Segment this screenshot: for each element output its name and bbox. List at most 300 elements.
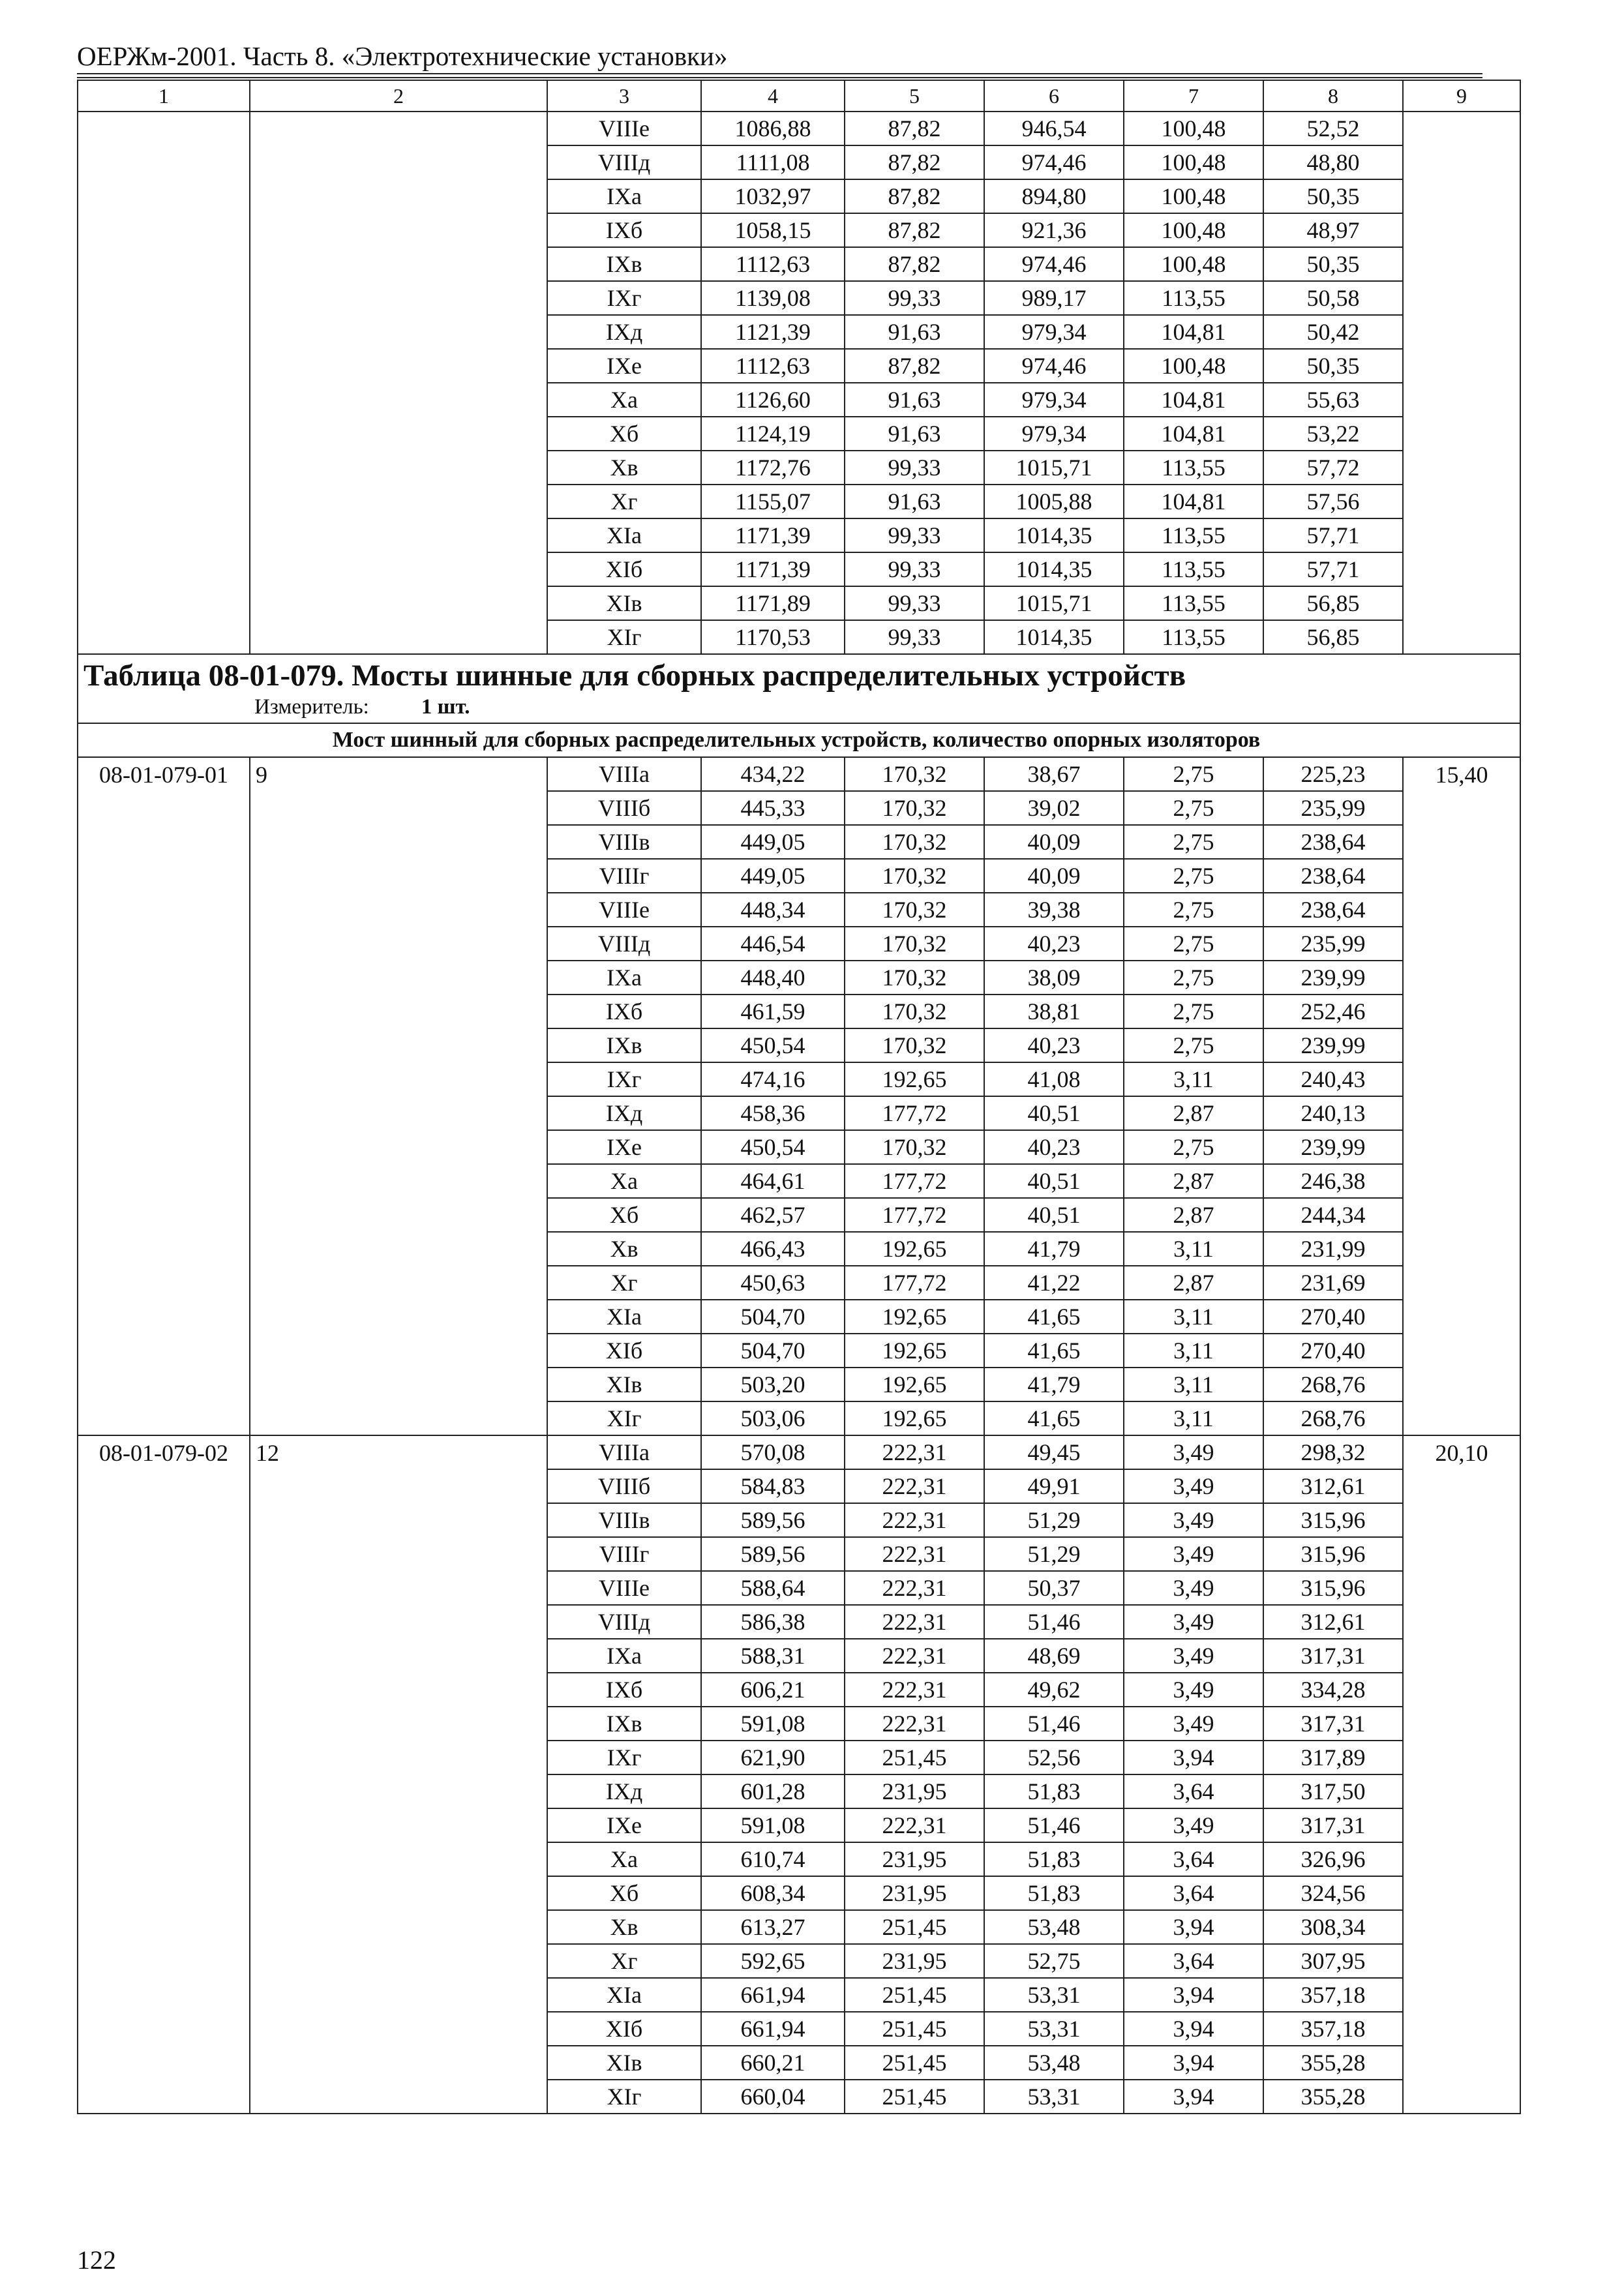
table-cell: 591,08 bbox=[701, 1707, 845, 1741]
meter-row bbox=[78, 694, 1520, 723]
table-cell: 317,31 bbox=[1263, 1707, 1403, 1741]
table-cell: 317,31 bbox=[1263, 1639, 1403, 1673]
table-cell: 41,65 bbox=[984, 1300, 1124, 1334]
table-cell: 3,11 bbox=[1124, 1368, 1263, 1401]
table-cell: IXа bbox=[547, 1639, 701, 1673]
rates-table bbox=[77, 80, 1521, 2114]
table-cell: 251,45 bbox=[845, 1978, 984, 2012]
table-cell: 450,54 bbox=[701, 1028, 845, 1062]
table-cell: 312,61 bbox=[1263, 1605, 1403, 1639]
table-cell: 238,64 bbox=[1263, 859, 1403, 893]
table-cell: IXд bbox=[547, 315, 701, 349]
table-cell: 606,21 bbox=[701, 1673, 845, 1707]
table-cell: 51,46 bbox=[984, 1808, 1124, 1842]
table-cell: 231,95 bbox=[845, 1944, 984, 1978]
table-cell: 238,64 bbox=[1263, 893, 1403, 927]
table-cell: 2,75 bbox=[1124, 859, 1263, 893]
table-cell: VIIIг bbox=[547, 1537, 701, 1571]
table-cell: 57,72 bbox=[1263, 451, 1403, 485]
table-cell: 170,32 bbox=[845, 859, 984, 893]
table-cell: 989,17 bbox=[984, 281, 1124, 315]
table-cell: 40,23 bbox=[984, 1028, 1124, 1062]
table-cell: 239,99 bbox=[1263, 1130, 1403, 1164]
last-col-cell: 15,40 bbox=[1403, 757, 1520, 1435]
table-cell: 3,64 bbox=[1124, 1944, 1263, 1978]
table-cell: IXв bbox=[547, 1028, 701, 1062]
table-cell: 434,22 bbox=[701, 757, 845, 791]
page-header-title: ОЕРЖм-2001. Часть 8. «Электротехнические установки» bbox=[77, 41, 728, 71]
table-cell: 3,11 bbox=[1124, 1401, 1263, 1435]
table-cell: VIIIв bbox=[547, 825, 701, 859]
table-cell: 1086,88 bbox=[701, 112, 845, 145]
table-cell: 458,36 bbox=[701, 1096, 845, 1130]
table-cell: 53,22 bbox=[1263, 417, 1403, 451]
table-cell: 270,40 bbox=[1263, 1334, 1403, 1368]
table-cell: 2,87 bbox=[1124, 1198, 1263, 1232]
table-cell: 3,11 bbox=[1124, 1300, 1263, 1334]
table-cell: Xа bbox=[547, 1164, 701, 1198]
code-cell bbox=[78, 112, 250, 654]
table-cell: 621,90 bbox=[701, 1741, 845, 1774]
table-cell: IXд bbox=[547, 1096, 701, 1130]
table-cell: 503,20 bbox=[701, 1368, 845, 1401]
table-cell: 2,75 bbox=[1124, 757, 1263, 791]
table-cell: IXв bbox=[547, 247, 701, 281]
table-cell: IXб bbox=[547, 213, 701, 247]
table-cell: Xв bbox=[547, 451, 701, 485]
table-cell: 3,11 bbox=[1124, 1062, 1263, 1096]
table-cell: 589,56 bbox=[701, 1503, 845, 1537]
rate-code-cell: 08-01-079-01 bbox=[78, 757, 250, 1435]
table-cell: 50,35 bbox=[1263, 349, 1403, 383]
table-cell: 87,82 bbox=[845, 112, 984, 145]
table-title-row bbox=[78, 654, 1520, 694]
table-cell: 592,65 bbox=[701, 1944, 845, 1978]
table-cell: 38,81 bbox=[984, 995, 1124, 1028]
table-cell: 87,82 bbox=[845, 213, 984, 247]
table-cell: 48,69 bbox=[984, 1639, 1124, 1673]
table-cell: 312,61 bbox=[1263, 1469, 1403, 1503]
table-cell: 57,71 bbox=[1263, 552, 1403, 586]
table-cell: 48,80 bbox=[1263, 145, 1403, 179]
table-cell: VIIIв bbox=[547, 1503, 701, 1537]
table-cell: 3,94 bbox=[1124, 1978, 1263, 2012]
table-cell: 307,95 bbox=[1263, 1944, 1403, 1978]
table-cell: XIб bbox=[547, 2012, 701, 2046]
table-cell: 974,46 bbox=[984, 145, 1124, 179]
table-cell: 2,87 bbox=[1124, 1096, 1263, 1130]
table-cell: 52,75 bbox=[984, 1944, 1124, 1978]
table-cell: 570,08 bbox=[701, 1435, 845, 1469]
table-cell: 170,32 bbox=[845, 893, 984, 927]
table-cell: 974,46 bbox=[984, 349, 1124, 383]
table-cell: 170,32 bbox=[845, 1028, 984, 1062]
table-cell: 921,36 bbox=[984, 213, 1124, 247]
table-cell: 1112,63 bbox=[701, 247, 845, 281]
table-cell: 474,16 bbox=[701, 1062, 845, 1096]
table-title: Таблица 08-01-079. Мосты шинные для сборных распределительных устройств bbox=[78, 654, 1520, 694]
table-cell: 1014,35 bbox=[984, 552, 1124, 586]
table-cell: 50,35 bbox=[1263, 179, 1403, 213]
table-cell: 3,94 bbox=[1124, 1741, 1263, 1774]
table-cell: 448,40 bbox=[701, 961, 845, 995]
table-cell: 1124,19 bbox=[701, 417, 845, 451]
table-cell: 91,63 bbox=[845, 315, 984, 349]
column-number-cell: 6 bbox=[984, 80, 1124, 112]
table-cell: 244,34 bbox=[1263, 1198, 1403, 1232]
table-cell: VIIIд bbox=[547, 1605, 701, 1639]
table-cell: 3,64 bbox=[1124, 1774, 1263, 1808]
table-cell: 222,31 bbox=[845, 1503, 984, 1537]
table-cell: 317,50 bbox=[1263, 1774, 1403, 1808]
table-cell: 357,18 bbox=[1263, 1978, 1403, 2012]
table-cell: 49,91 bbox=[984, 1469, 1124, 1503]
table-cell: 40,51 bbox=[984, 1164, 1124, 1198]
table-cell: 170,32 bbox=[845, 995, 984, 1028]
table-cell: 464,61 bbox=[701, 1164, 845, 1198]
table-cell: 41,08 bbox=[984, 1062, 1124, 1096]
table-cell: IXе bbox=[547, 1130, 701, 1164]
table-cell: 1171,39 bbox=[701, 552, 845, 586]
table-cell: 50,37 bbox=[984, 1571, 1124, 1605]
table-cell: 222,31 bbox=[845, 1673, 984, 1707]
table-cell: VIIIг bbox=[547, 859, 701, 893]
table-cell: 49,62 bbox=[984, 1673, 1124, 1707]
table-cell: 40,51 bbox=[984, 1198, 1124, 1232]
table-cell: 446,54 bbox=[701, 927, 845, 961]
table-row bbox=[78, 112, 1520, 145]
table-cell: XIв bbox=[547, 586, 701, 620]
table-cell: 246,38 bbox=[1263, 1164, 1403, 1198]
table-cell: 87,82 bbox=[845, 349, 984, 383]
table-cell: 448,34 bbox=[701, 893, 845, 927]
table-cell: 222,31 bbox=[845, 1435, 984, 1469]
table-cell: 3,94 bbox=[1124, 1910, 1263, 1944]
table-cell: 1139,08 bbox=[701, 281, 845, 315]
table-cell: 113,55 bbox=[1124, 451, 1263, 485]
table-cell: 100,48 bbox=[1124, 247, 1263, 281]
table-cell: 1172,76 bbox=[701, 451, 845, 485]
table-cell: 177,72 bbox=[845, 1198, 984, 1232]
table-cell: 3,49 bbox=[1124, 1469, 1263, 1503]
table-cell: 2,75 bbox=[1124, 825, 1263, 859]
table-cell: 39,02 bbox=[984, 791, 1124, 825]
table-cell: 252,46 bbox=[1263, 995, 1403, 1028]
table-cell: 222,31 bbox=[845, 1469, 984, 1503]
table-cell: 251,45 bbox=[845, 2012, 984, 2046]
table-cell: 53,48 bbox=[984, 2046, 1124, 2080]
table-cell: IXг bbox=[547, 1062, 701, 1096]
table-cell: Xг bbox=[547, 485, 701, 518]
table-cell: 1014,35 bbox=[984, 518, 1124, 552]
table-cell: IXб bbox=[547, 995, 701, 1028]
table-cell: VIIIб bbox=[547, 1469, 701, 1503]
table-cell: 51,83 bbox=[984, 1842, 1124, 1876]
table-cell: 104,81 bbox=[1124, 485, 1263, 518]
table-cell: 53,31 bbox=[984, 1978, 1124, 2012]
table-cell: 113,55 bbox=[1124, 552, 1263, 586]
table-cell: VIIIе bbox=[547, 893, 701, 927]
table-cell: 113,55 bbox=[1124, 586, 1263, 620]
table-cell: 461,59 bbox=[701, 995, 845, 1028]
table-cell: 503,06 bbox=[701, 1401, 845, 1435]
table-cell: 2,87 bbox=[1124, 1266, 1263, 1300]
table-cell: 40,09 bbox=[984, 825, 1124, 859]
table-cell: 222,31 bbox=[845, 1537, 984, 1571]
section-title: Мост шинный для сборных распределительных устройств, количество опорных изоляторов bbox=[78, 723, 1520, 757]
table-cell: 3,49 bbox=[1124, 1707, 1263, 1741]
table-cell: 40,51 bbox=[984, 1096, 1124, 1130]
table-cell: 2,75 bbox=[1124, 1130, 1263, 1164]
insulator-count-cell: 9 bbox=[250, 757, 547, 1435]
column-number-cell: 2 bbox=[250, 80, 547, 112]
table-cell: 315,96 bbox=[1263, 1571, 1403, 1605]
table-cell: 113,55 bbox=[1124, 518, 1263, 552]
table-cell: 334,28 bbox=[1263, 1673, 1403, 1707]
table-cell: 1058,15 bbox=[701, 213, 845, 247]
column-number-cell: 3 bbox=[547, 80, 701, 112]
table-cell: 588,31 bbox=[701, 1639, 845, 1673]
table-cell: 591,08 bbox=[701, 1808, 845, 1842]
table-cell: 231,69 bbox=[1263, 1266, 1403, 1300]
table-cell: 3,11 bbox=[1124, 1232, 1263, 1266]
table-cell: 41,22 bbox=[984, 1266, 1124, 1300]
table-cell: VIIIа bbox=[547, 1435, 701, 1469]
table-cell: 53,48 bbox=[984, 1910, 1124, 1944]
table-cell: IXа bbox=[547, 961, 701, 995]
table-cell: 192,65 bbox=[845, 1368, 984, 1401]
table-cell: 308,34 bbox=[1263, 1910, 1403, 1944]
table-cell: XIг bbox=[547, 1401, 701, 1435]
table-cell: 40,23 bbox=[984, 927, 1124, 961]
table-cell: 48,97 bbox=[1263, 213, 1403, 247]
rate-code-cell: 08-01-079-02 bbox=[78, 1435, 250, 2114]
table-cell: 979,34 bbox=[984, 315, 1124, 349]
table-cell: 1155,07 bbox=[701, 485, 845, 518]
table-cell: 170,32 bbox=[845, 927, 984, 961]
table-cell: 270,40 bbox=[1263, 1300, 1403, 1334]
table-cell: XIб bbox=[547, 552, 701, 586]
table-cell: 3,49 bbox=[1124, 1639, 1263, 1673]
table-cell: 613,27 bbox=[701, 1910, 845, 1944]
table-cell: 177,72 bbox=[845, 1096, 984, 1130]
table-cell: 170,32 bbox=[845, 825, 984, 859]
column-number-row bbox=[78, 80, 1520, 112]
header-rule-bottom bbox=[77, 77, 1482, 78]
table-cell: 240,43 bbox=[1263, 1062, 1403, 1096]
table-cell: 39,38 bbox=[984, 893, 1124, 927]
table-cell: 57,71 bbox=[1263, 518, 1403, 552]
table-cell: 601,28 bbox=[701, 1774, 845, 1808]
table-cell: VIIIб bbox=[547, 791, 701, 825]
column-number-cell: 9 bbox=[1403, 80, 1520, 112]
table-cell: 50,58 bbox=[1263, 281, 1403, 315]
table-cell: 251,45 bbox=[845, 2080, 984, 2114]
table-cell: 38,67 bbox=[984, 757, 1124, 791]
table-cell: IXг bbox=[547, 1741, 701, 1774]
table-cell: 251,45 bbox=[845, 1741, 984, 1774]
table-cell: 51,29 bbox=[984, 1503, 1124, 1537]
table-cell: 222,31 bbox=[845, 1707, 984, 1741]
last-col-cell bbox=[1403, 112, 1520, 654]
table-cell: 3,49 bbox=[1124, 1673, 1263, 1707]
table-cell: 445,33 bbox=[701, 791, 845, 825]
table-cell: 1171,89 bbox=[701, 586, 845, 620]
table-cell: 99,33 bbox=[845, 518, 984, 552]
table-cell: 1014,35 bbox=[984, 620, 1124, 654]
table-cell: XIв bbox=[547, 1368, 701, 1401]
table-cell: 326,96 bbox=[1263, 1842, 1403, 1876]
table-cell: 3,49 bbox=[1124, 1571, 1263, 1605]
table-cell: 99,33 bbox=[845, 451, 984, 485]
table-cell: 3,94 bbox=[1124, 2080, 1263, 2114]
table-cell: VIIIд bbox=[547, 927, 701, 961]
table-cell: IXа bbox=[547, 179, 701, 213]
last-col-cell: 20,10 bbox=[1403, 1435, 1520, 2114]
table-cell: 3,49 bbox=[1124, 1808, 1263, 1842]
table-cell: 192,65 bbox=[845, 1401, 984, 1435]
table-cell: 979,34 bbox=[984, 417, 1124, 451]
table-cell: 41,65 bbox=[984, 1334, 1124, 1368]
table-cell: Xб bbox=[547, 1198, 701, 1232]
meter-label: Измеритель: bbox=[254, 695, 369, 719]
table-cell: 251,45 bbox=[845, 1910, 984, 1944]
table-cell: 231,95 bbox=[845, 1774, 984, 1808]
table-cell: Xг bbox=[547, 1266, 701, 1300]
table-cell: 1170,53 bbox=[701, 620, 845, 654]
table-cell: 268,76 bbox=[1263, 1368, 1403, 1401]
table-cell: 41,79 bbox=[984, 1368, 1124, 1401]
table-cell: 235,99 bbox=[1263, 791, 1403, 825]
table-cell: 56,85 bbox=[1263, 586, 1403, 620]
table-cell: 239,99 bbox=[1263, 961, 1403, 995]
table-cell: 38,09 bbox=[984, 961, 1124, 995]
table-cell: Xг bbox=[547, 1944, 701, 1978]
table-cell: IXб bbox=[547, 1673, 701, 1707]
table-cell: XIа bbox=[547, 1300, 701, 1334]
table-cell: VIIIа bbox=[547, 757, 701, 791]
table-cell: XIа bbox=[547, 518, 701, 552]
table-cell: 1005,88 bbox=[984, 485, 1124, 518]
table-cell: 3,49 bbox=[1124, 1435, 1263, 1469]
table-cell: 504,70 bbox=[701, 1300, 845, 1334]
table-cell: 50,42 bbox=[1263, 315, 1403, 349]
table-cell: 3,64 bbox=[1124, 1842, 1263, 1876]
param-cell bbox=[250, 112, 547, 654]
table-cell: 53,31 bbox=[984, 2012, 1124, 2046]
table-cell: 584,83 bbox=[701, 1469, 845, 1503]
table-cell: 2,87 bbox=[1124, 1164, 1263, 1198]
table-cell: 51,46 bbox=[984, 1605, 1124, 1639]
meter-cell bbox=[78, 694, 1520, 723]
table-row bbox=[78, 1435, 1520, 1469]
table-cell: 55,63 bbox=[1263, 383, 1403, 417]
table-cell: VIIIе bbox=[547, 112, 701, 145]
table-cell: 3,11 bbox=[1124, 1334, 1263, 1368]
table-cell: 222,31 bbox=[845, 1808, 984, 1842]
table-cell: VIIIд bbox=[547, 145, 701, 179]
table-cell: 894,80 bbox=[984, 179, 1124, 213]
table-row bbox=[78, 757, 1520, 791]
table-cell: XIг bbox=[547, 2080, 701, 2114]
table-cell: 268,76 bbox=[1263, 1401, 1403, 1435]
table-cell: 49,45 bbox=[984, 1435, 1124, 1469]
table-cell: IXе bbox=[547, 1808, 701, 1842]
table-cell: 238,64 bbox=[1263, 825, 1403, 859]
table-cell: 104,81 bbox=[1124, 383, 1263, 417]
table-cell: 946,54 bbox=[984, 112, 1124, 145]
table-cell: 52,56 bbox=[984, 1741, 1124, 1774]
table-cell: 225,23 bbox=[1263, 757, 1403, 791]
header-rule-top bbox=[77, 73, 1482, 74]
column-number-cell: 1 bbox=[78, 80, 250, 112]
table-cell: 466,43 bbox=[701, 1232, 845, 1266]
table-cell: Xб bbox=[547, 1876, 701, 1910]
table-cell: 355,28 bbox=[1263, 2046, 1403, 2080]
table-cell: 170,32 bbox=[845, 791, 984, 825]
table-cell: 231,99 bbox=[1263, 1232, 1403, 1266]
table-cell: 979,34 bbox=[984, 383, 1124, 417]
table-cell: 450,63 bbox=[701, 1266, 845, 1300]
table-cell: 231,95 bbox=[845, 1842, 984, 1876]
table-cell: 51,29 bbox=[984, 1537, 1124, 1571]
table-cell: 3,49 bbox=[1124, 1605, 1263, 1639]
table-cell: 1112,63 bbox=[701, 349, 845, 383]
table-cell: 1032,97 bbox=[701, 179, 845, 213]
table-cell: 3,49 bbox=[1124, 1503, 1263, 1537]
table-cell: 104,81 bbox=[1124, 315, 1263, 349]
table-cell: 57,56 bbox=[1263, 485, 1403, 518]
table-cell: 87,82 bbox=[845, 145, 984, 179]
table-cell: 504,70 bbox=[701, 1334, 845, 1368]
table-cell: 586,38 bbox=[701, 1605, 845, 1639]
table-cell: 317,89 bbox=[1263, 1741, 1403, 1774]
table-cell: 99,33 bbox=[845, 620, 984, 654]
table-cell: 40,09 bbox=[984, 859, 1124, 893]
table-cell: 100,48 bbox=[1124, 213, 1263, 247]
table-cell: 450,54 bbox=[701, 1130, 845, 1164]
column-number-cell: 5 bbox=[845, 80, 984, 112]
table-cell: 170,32 bbox=[845, 1130, 984, 1164]
table-cell: IXд bbox=[547, 1774, 701, 1808]
table-cell: 2,75 bbox=[1124, 893, 1263, 927]
section-title-row bbox=[78, 723, 1520, 757]
table-cell: 104,81 bbox=[1124, 417, 1263, 451]
table-cell: 177,72 bbox=[845, 1164, 984, 1198]
table-cell: 231,95 bbox=[845, 1876, 984, 1910]
table-cell: Xа bbox=[547, 383, 701, 417]
table-cell: 91,63 bbox=[845, 485, 984, 518]
table-cell: 222,31 bbox=[845, 1639, 984, 1673]
table-cell: 2,75 bbox=[1124, 995, 1263, 1028]
table-cell: 661,94 bbox=[701, 2012, 845, 2046]
table-cell: 660,21 bbox=[701, 2046, 845, 2080]
table-cell: Xв bbox=[547, 1910, 701, 1944]
table-cell: IXе bbox=[547, 349, 701, 383]
table-cell: 589,56 bbox=[701, 1537, 845, 1571]
table-cell: 222,31 bbox=[845, 1571, 984, 1605]
table-cell: 40,23 bbox=[984, 1130, 1124, 1164]
table-cell: 100,48 bbox=[1124, 179, 1263, 213]
table-cell: 3,49 bbox=[1124, 1537, 1263, 1571]
table-cell: 2,75 bbox=[1124, 791, 1263, 825]
table-cell: 2,75 bbox=[1124, 927, 1263, 961]
table-cell: 100,48 bbox=[1124, 349, 1263, 383]
table-cell: 52,52 bbox=[1263, 112, 1403, 145]
table-cell: 608,34 bbox=[701, 1876, 845, 1910]
table-cell: 974,46 bbox=[984, 247, 1124, 281]
table-cell: 3,94 bbox=[1124, 2046, 1263, 2080]
